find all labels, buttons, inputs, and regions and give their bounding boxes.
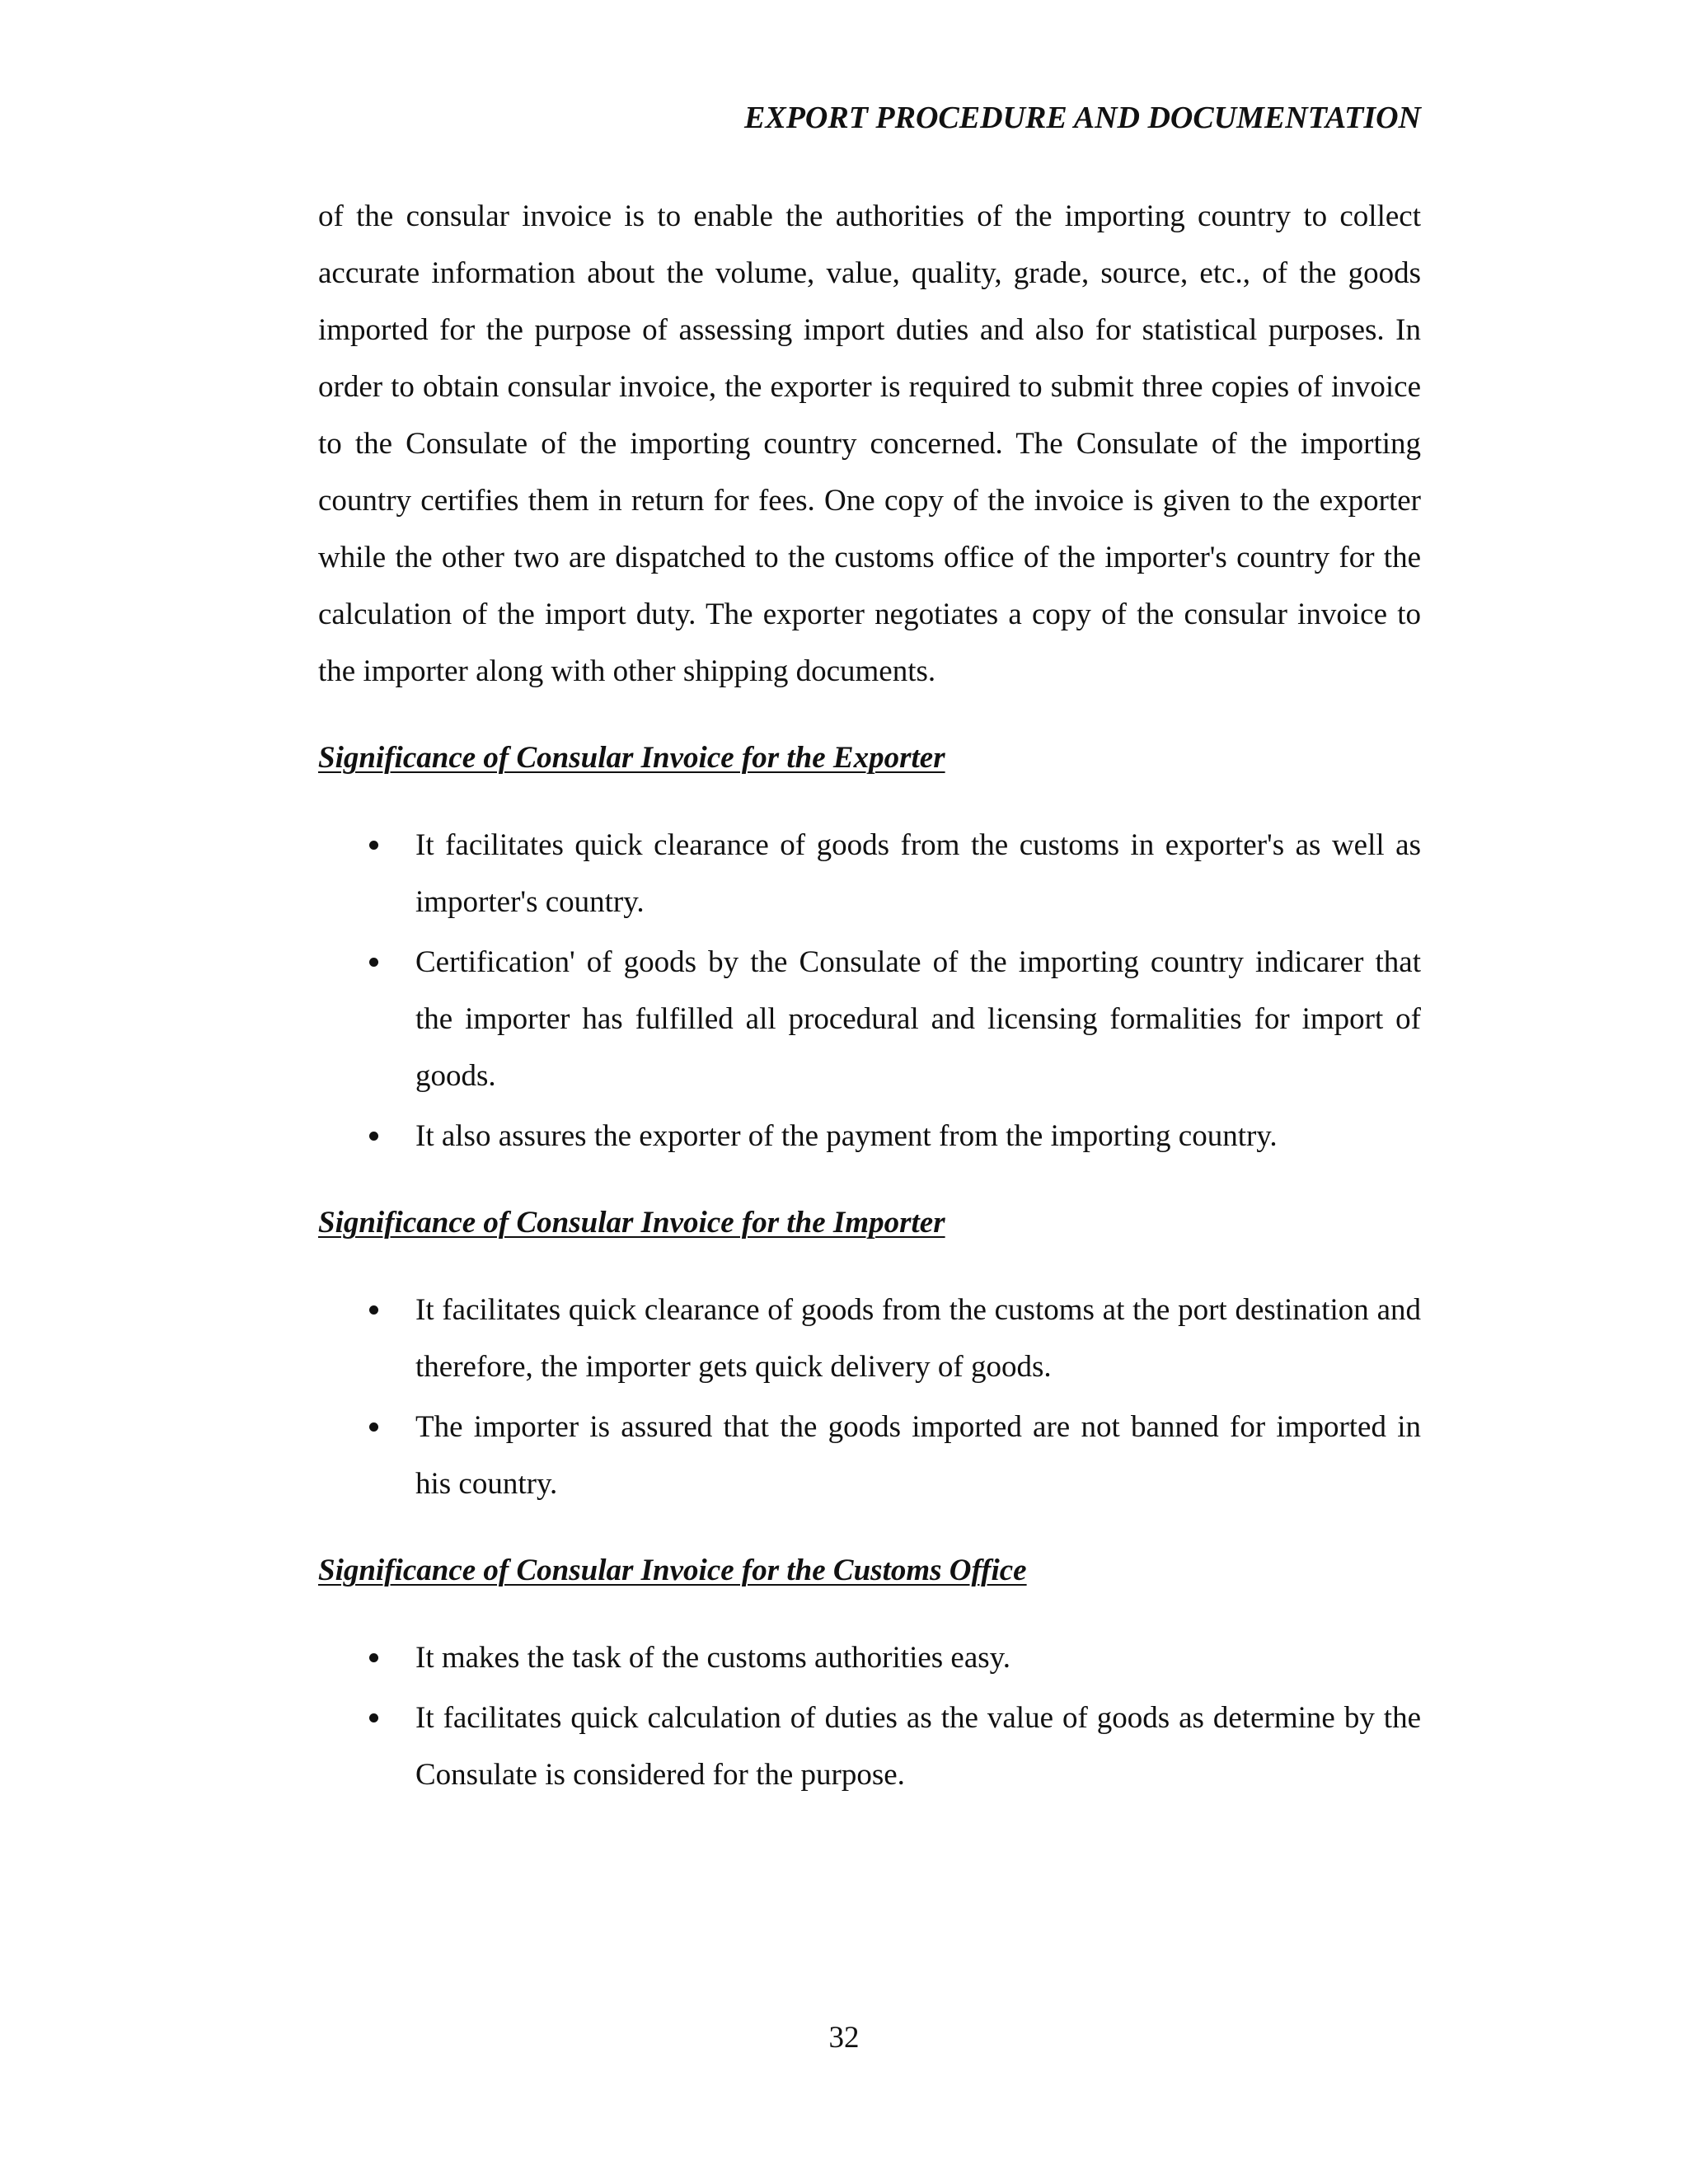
list-item-text: The importer is assured that the goods imported are not banned for imported in his country. bbox=[415, 1410, 1421, 1501]
bullet-icon bbox=[369, 1653, 378, 1662]
list-item bbox=[318, 934, 1421, 1104]
intro-paragraph: of the consular invoice is to enable the authorities of the importing country to collect accurate information about the volume, value, quality, grade, source, etc., of the goods imported for the purpose of assessing import duties and also for statistical purposes. In order to obtain consular invoice, the exporter is required to submit three copies of invoice to the Consulate of the importing country concerned. The Consulate of the importing country certifies them in return for fees. One copy of the invoice is given to the exporter while the other two are dispatched to the customs office of the importer's country for the calculation of the import duty. The exporter negotiates a copy of the consular invoice to the importer along with other shipping documents. bbox=[318, 199, 1421, 688]
exporter-bullet-list bbox=[318, 817, 1421, 1165]
section-heading-customs-office: Significance of Consular Invoice for the Customs Office bbox=[318, 1554, 1027, 1587]
bullet-icon bbox=[369, 1713, 378, 1722]
running-header: EXPORT PROCEDURE AND DOCUMENTATION bbox=[744, 101, 1421, 135]
list-item bbox=[318, 1108, 1421, 1165]
page-content bbox=[318, 188, 1421, 1807]
list-item-text: It facilitates quick clearance of goods from the customs at the port destination and therefore, the importer gets quick delivery of goods. bbox=[415, 1293, 1421, 1384]
list-item bbox=[318, 1690, 1421, 1803]
list-item bbox=[318, 1629, 1421, 1686]
page-number: 32 bbox=[828, 2021, 860, 2055]
list-item-text: It makes the task of the customs authorities easy. bbox=[415, 1641, 1011, 1675]
bullet-icon bbox=[369, 841, 378, 850]
bullet-icon bbox=[369, 1422, 378, 1432]
section-heading-exporter: Significance of Consular Invoice for the Exporter bbox=[318, 741, 945, 775]
section-heading-importer: Significance of Consular Invoice for the Importer bbox=[318, 1206, 945, 1240]
list-item-text: It also assures the exporter of the payment from the importing country. bbox=[415, 1119, 1278, 1153]
bullet-icon bbox=[369, 958, 378, 967]
list-item-text: Certification' of goods by the Consulate of the importing country indicarer that the importer has fulfilled all procedural and licensing formalities for import of goods. bbox=[415, 945, 1421, 1093]
customs-office-bullet-list bbox=[318, 1629, 1421, 1803]
list-item bbox=[318, 1282, 1421, 1395]
bullet-icon bbox=[369, 1305, 378, 1315]
list-item-text: It facilitates quick calculation of duties as the value of goods as determine by the Consulate is considered for the purpose. bbox=[415, 1701, 1421, 1792]
bullet-icon bbox=[369, 1132, 378, 1141]
list-item bbox=[318, 817, 1421, 930]
list-item bbox=[318, 1399, 1421, 1512]
importer-bullet-list bbox=[318, 1282, 1421, 1512]
list-item-text: It facilitates quick clearance of goods from the customs in exporter's as well as importer's country. bbox=[415, 828, 1421, 919]
